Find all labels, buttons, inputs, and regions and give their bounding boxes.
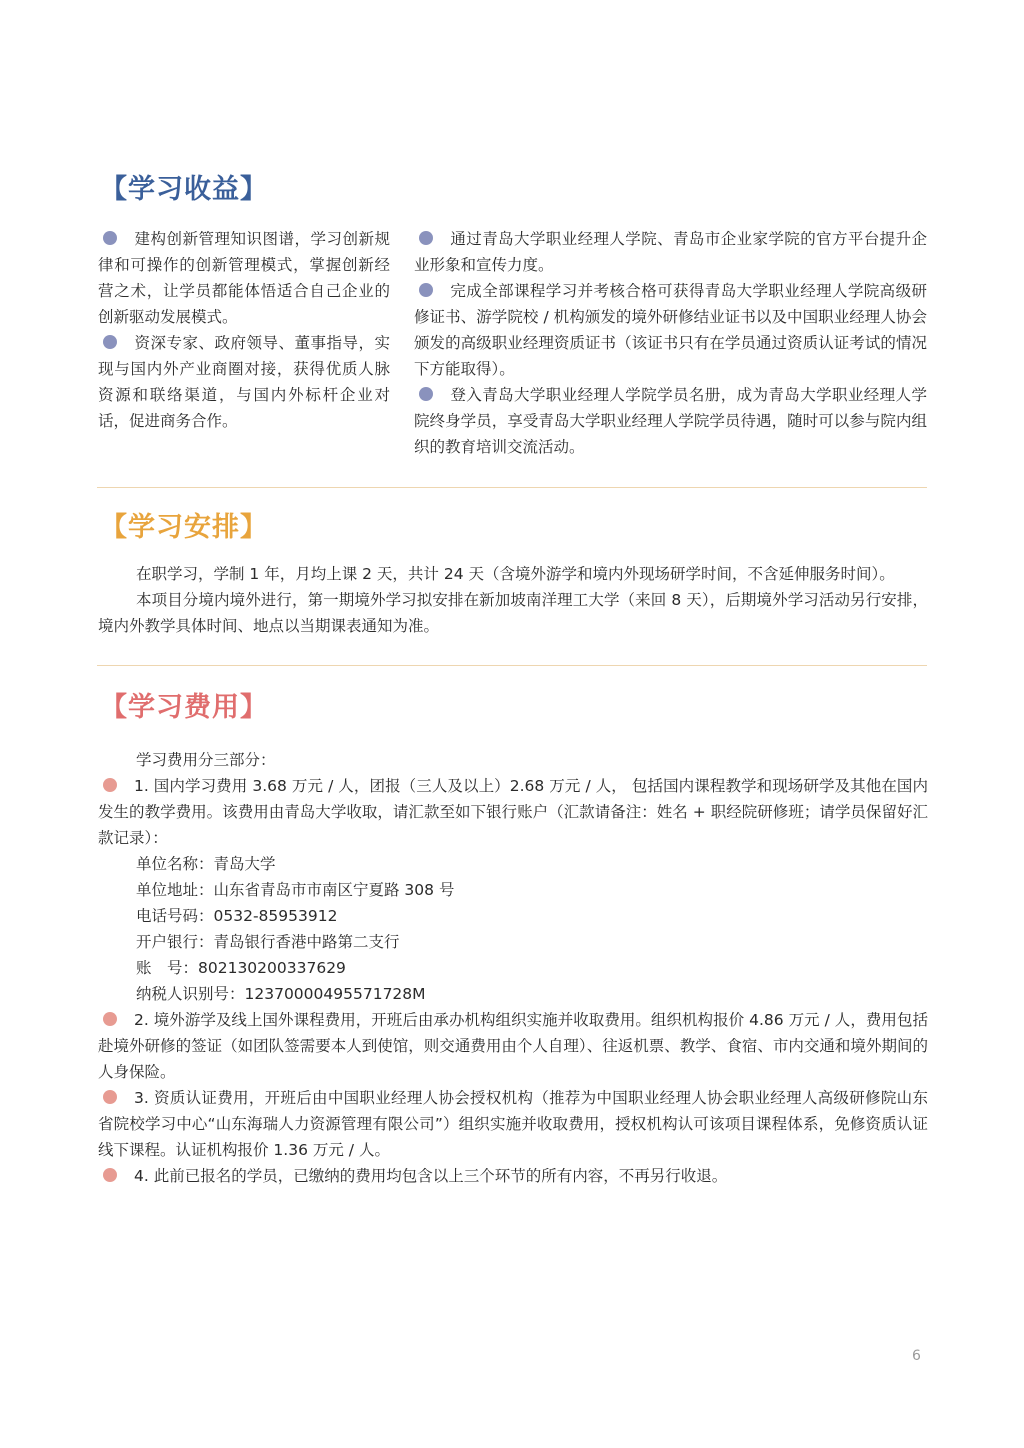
schedule-body	[98, 561, 928, 639]
benefits-title: 【学习收益】	[100, 174, 268, 205]
benefits-left-column	[98, 226, 390, 434]
bullet-dot-icon	[103, 1090, 117, 1104]
bank-tax-id: 纳税人识别号：12370000495571728M	[136, 985, 426, 1003]
benefit-item: 资深专家、政府领导、董事指导，实现与国内外产业商圈对接，获得优质人脉资源和联络渠道，与国内外标杆企业对话，促进商务合作。	[98, 334, 390, 430]
bank-name: 单位名称：青岛大学	[136, 855, 276, 873]
benefit-item: 完成全部课程学习并考核合格可获得青岛大学职业经理人学院高级研修证书、游学院校 / 机构颁发的境外研修结业证书以及中国职业经理人协会颁发的高级职业经理资质证书（该证书只有在学员通过资质认证考试的情况下方能取得）。	[414, 282, 927, 378]
bullet-dot-icon	[103, 778, 117, 792]
benefits-right-column	[414, 226, 927, 460]
bullet-dot-icon	[103, 231, 117, 245]
divider	[97, 665, 927, 666]
schedule-title: 【学习安排】	[100, 512, 268, 543]
bank-branch: 开户银行：青岛银行香港中路第二支行	[136, 933, 400, 951]
benefit-item: 登入青岛大学职业经理人学院学员名册，成为青岛大学职业经理人学院终身学员，享受青岛大学职业经理人学院学员待遇，随时可以参与院内组织的教育培训交流活动。	[414, 386, 927, 456]
fee-item: 1. 国内学习费用 3.68 万元 / 人，团报（三人及以上）2.68 万元 / 人， 包括国内课程教学和现场研学及其他在国内发生的教学费用。该费用由青岛大学收取，请汇款至如下银行账户（汇款请备注：姓名 + 职经院研修班；请学员保留好汇款记录）：	[98, 777, 928, 847]
bank-account: 账 号：802130200337629	[136, 959, 346, 977]
bullet-dot-icon	[103, 335, 117, 349]
bank-phone: 电话号码：0532-85953912	[136, 907, 338, 925]
page-number: 6	[912, 1348, 921, 1364]
bullet-dot-icon	[103, 1012, 117, 1026]
fee-item: 4. 此前已报名的学员，已缴纳的费用均包含以上三个环节的所有内容，不再另行收退。	[98, 1163, 928, 1189]
schedule-paragraph: 在职学习，学制 1 年，月均上课 2 天，共计 24 天（含境外游学和境内外现场研学时间，不含延伸服务时间）。	[136, 565, 895, 583]
bullet-dot-icon	[419, 283, 433, 297]
fees-intro: 学习费用分三部分：	[136, 751, 276, 769]
fee-item: 3. 资质认证费用，开班后由中国职业经理人协会授权机构（推荐为中国职业经理人协会职业经理人高级研修院山东省院校学习中心“山东海瑞人力资源管理有限公司”）组织实施并收取费用，授权机构认可该项目课程体系，免修资质认证线下课程。认证机构报价 1.36 万元 / 人。	[98, 1089, 928, 1159]
fees-body	[98, 747, 928, 1189]
benefit-item: 通过青岛大学职业经理人学院、青岛市企业家学院的官方平台提升企业形象和宣传力度。	[414, 230, 927, 274]
fee-item: 2. 境外游学及线上国外课程费用，开班后由承办机构组织实施并收取费用。组织机构报价 4.86 万元 / 人，费用包括赴境外研修的签证（如团队签需要本人到使馆，则交通费用由个人自理）、往返机票、教学、食宿、市内交通和境外期间的人身保险。	[98, 1011, 928, 1081]
fees-title: 【学习费用】	[100, 692, 268, 723]
bullet-dot-icon	[419, 231, 433, 245]
bank-address: 单位地址：山东省青岛市市南区宁夏路 308 号	[136, 881, 455, 899]
bullet-dot-icon	[419, 387, 433, 401]
benefit-item: 建构创新管理知识图谱，学习创新规律和可操作的创新管理模式，掌握创新经营之术，让学员都能体悟适合自己企业的创新驱动发展模式。	[98, 230, 390, 326]
schedule-paragraph: 本项目分境内境外进行，第一期境外学习拟安排在新加坡南洋理工大学（来回 8 天），后期境外学习活动另行安排，境内外教学具体时间、地点以当期课表通知为准。	[98, 591, 928, 635]
divider	[97, 487, 927, 488]
bullet-dot-icon	[103, 1168, 117, 1182]
